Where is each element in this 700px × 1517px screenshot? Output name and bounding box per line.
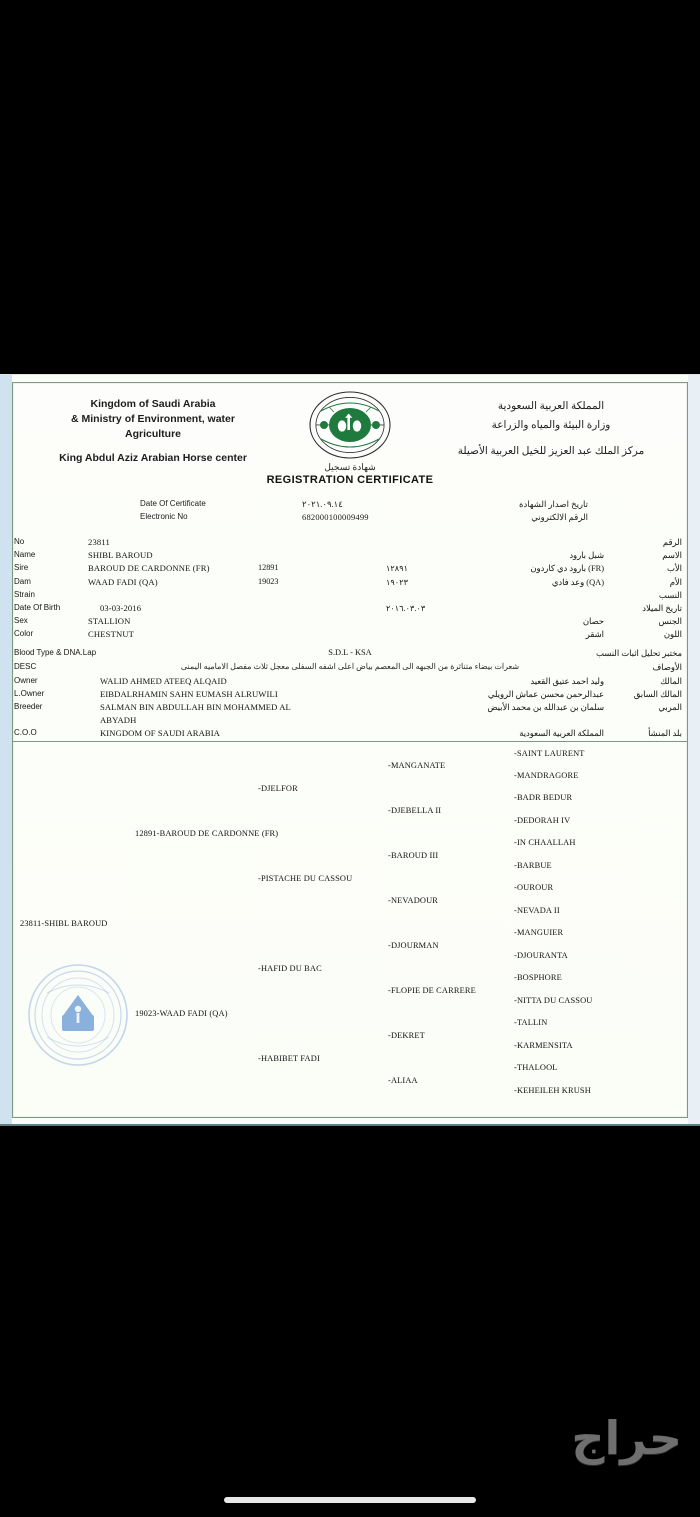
meta-label-eno-en: Electronic No [140, 512, 188, 521]
header-en-line-3: Agriculture [124, 428, 181, 440]
header-ar-line-3: مركز الملك عبد العزيز للخيل العربية الأصيلة [457, 446, 645, 457]
table-row-blood-type [0, 648, 700, 662]
row-value-en: SHIBL BAROUD [88, 550, 153, 561]
table-row-owner [0, 676, 700, 689]
pedigree-gen3-item: -DJELFOR [258, 784, 298, 793]
pedigree-gen5-item: -DJOURANTA [514, 951, 568, 960]
row-label-en: Strain [14, 589, 35, 599]
meta-row-date [0, 499, 700, 512]
row-number-ar: ١٩٠٢٣ [386, 577, 408, 587]
last-owner-label-ar: المالك السابق [633, 689, 682, 699]
pedigree-sire: 12891-BAROUD DE CARDONNE (FR) [135, 829, 279, 838]
row-value-en: 23811 [88, 537, 110, 547]
owner-label-en: Owner [14, 675, 38, 685]
header-en-line-4: King Abdul Aziz Arabian Horse center [59, 452, 247, 464]
row-label-ar: الرقم [662, 538, 682, 547]
row-label-ar: الأب [667, 564, 682, 574]
row-label-ar: تاريخ الميلاد [642, 603, 682, 613]
row-label-ar: الاسم [662, 551, 682, 561]
pedigree-gen3-item: -PISTACHE DU CASSOU [258, 874, 353, 883]
meta-label-date-ar: تاريخ اصدار الشهادة [519, 499, 588, 509]
blood-type-label-en: Blood Type & DNA.Lap [14, 647, 97, 657]
row-label-ar: النسب [658, 590, 682, 600]
certificate-title [200, 461, 500, 487]
table-row [0, 616, 700, 629]
coo-value-ar: المملكة العربية السعودية [519, 729, 604, 739]
row-number-ar: ٢٠١٦.٠٣.٠٣ [386, 603, 426, 613]
meta-label-eno-ar: الرقم الالكتروني [531, 512, 588, 522]
pedigree-gen5-item: -KEHEILEH KRUSH [514, 1086, 591, 1095]
certificate-title-english: REGISTRATION CERTIFICATE [266, 474, 434, 486]
pedigree-gen3-item: -HABIBET FADI [258, 1054, 320, 1063]
meta-value-date: ٢٠٢١.٠٩.١٤ [302, 499, 343, 509]
row-value-ar: حصان [582, 617, 604, 627]
pedigree-gen4-item: -MANGANATE [388, 761, 446, 770]
certificate-meta [0, 499, 700, 533]
last-owner-value-ar: عبدالرحمن محسن عماش الرويلي [487, 689, 604, 699]
pedigree-subject: 23811-SHIBL BAROUD [20, 919, 108, 928]
pedigree-gen4-item: -ALIAA [388, 1076, 418, 1085]
table-row [0, 550, 700, 563]
row-label-en: Color [14, 629, 34, 639]
row-label-en: Dam [14, 576, 31, 586]
row-value-en: WAAD FADI (QA) [88, 576, 158, 587]
table-row [0, 590, 700, 603]
pedigree-gen5-item: -KARMENSITA [514, 1041, 573, 1050]
row-label-ar: الجنس [658, 617, 682, 627]
table-row [0, 577, 700, 590]
table-row-coo [0, 728, 700, 741]
row-value-ar: اشقر [585, 630, 604, 640]
pedigree-gen4-item: -FLOPIE DE CARRERE [388, 986, 476, 995]
coo-label-en: C.O.O [14, 728, 37, 738]
coo-label-ar: بلد المنشأ [648, 729, 682, 739]
pedigree-gen5-item: -NITTA DU CASSOU [514, 996, 593, 1005]
pedigree-gen4-item: -NEVADOUR [388, 896, 439, 905]
header-en-line-1: Kingdom of Saudi Arabia [90, 398, 216, 410]
row-label-en: No [14, 537, 25, 546]
table-row [0, 563, 700, 576]
pedigree-gen5-item: -IN CHAALLAH [514, 838, 576, 847]
desc-label-ar: الأوصاف [652, 662, 682, 672]
registration-certificate [0, 374, 700, 1126]
pedigree-gen5-item: -BOSPHORE [514, 973, 562, 982]
table-row-breeder [0, 702, 700, 715]
header-ar-line-1: المملكة العربية السعودية [497, 401, 605, 412]
breeder-value-continued: ABYADH [100, 715, 137, 726]
row-value-en: 03-03-2016 [100, 602, 142, 613]
table-row [0, 629, 700, 642]
pedigree-gen4-item: -BAROUD III [388, 851, 439, 860]
pedigree-gen5-item: -MANGUIER [514, 928, 564, 937]
header-english-block [28, 397, 278, 466]
pedigree-gen5-item: -MANDRAGORE [514, 771, 579, 780]
pedigree-dam: 19023-WAAD FADI (QA) [135, 1009, 228, 1018]
pedigree-gen4-item: -DEKRET [388, 1031, 425, 1040]
desc-label-en: DESC [14, 661, 37, 671]
pedigree-gen5-item: -THALOOL [514, 1063, 558, 1072]
row-label-en: Sire [14, 563, 29, 573]
table-row-last-owner [0, 689, 700, 702]
breeder-value-en: SALMAN BIN ABDULLAH BIN MOHAMMED AL [100, 701, 291, 712]
blood-type-value: S.D.L - KSA [328, 647, 372, 657]
row-value-en: STALLION [88, 616, 131, 627]
last-owner-value-en: EIBDALRHAMIN SAHN EUMASH ALRUWILI [100, 688, 278, 699]
owner-value-en: WALID AHMED ATEEQ ALQAID [100, 675, 227, 686]
coo-value-en: KINGDOM OF SAUDI ARABIA [100, 728, 220, 739]
row-label-en: Sex [14, 616, 28, 626]
header-arabic-block [426, 397, 676, 461]
table-row-breeder-cont [0, 715, 700, 728]
pedigree-gen3-item: -HAFID DU BAC [258, 964, 322, 973]
pedigree-gen5-item: -BARBUE [514, 861, 552, 870]
certificate-header [14, 385, 686, 495]
official-blue-seal-icon [27, 963, 129, 1067]
row-value-ar: (QA) وعد فادي [551, 577, 604, 587]
horse-data-table [0, 537, 700, 741]
row-label-ar: اللون [663, 630, 682, 640]
saudi-ministry-emblem-icon [307, 389, 393, 461]
row-number: 12891 [258, 563, 279, 573]
section-divider [13, 741, 687, 742]
pedigree-chart [0, 745, 700, 1124]
pedigree-gen5-item: -OUROUR [514, 883, 554, 892]
pedigree-gen5-item: -BADR BEDUR [514, 793, 573, 802]
header-en-line-2: & Ministry of Environment, water [71, 413, 235, 425]
pedigree-gen5-item: -DEDORAH IV [514, 816, 571, 825]
row-number-ar: ١٢٨٩١ [386, 564, 408, 574]
row-value-ar: (FR) بارود دي كاردون [530, 564, 604, 574]
owner-label-ar: المالك [660, 676, 682, 686]
table-row [0, 603, 700, 616]
row-label-en: Name [14, 550, 36, 560]
breeder-label-en: Breeder [14, 701, 43, 711]
pedigree-gen5-item: -NEVADA II [514, 906, 560, 915]
breeder-value-ar: سلمان بن عبدالله بن محمد الأبيض [487, 702, 604, 712]
row-number: 19023 [258, 576, 279, 586]
row-value-ar: شبل بارود [569, 551, 604, 561]
pedigree-gen4-item: -DJOURMAN [388, 941, 439, 950]
meta-value-eno: 682000100009499 [302, 512, 369, 522]
header-ar-line-2: وزارة البيئة والمياه والزراعة [491, 420, 611, 431]
breeder-label-ar: المربي [658, 702, 682, 712]
blood-type-label-ar: مختبر تحليل اثبات النسب [596, 648, 682, 658]
pedigree-gen5-item: -SAINT LAURENT [514, 749, 585, 758]
haraj-watermark: حراج [571, 1411, 682, 1465]
meta-label-date-en: Date Of Certificate [140, 499, 206, 508]
table-row-desc [0, 662, 700, 676]
row-value-en: BAROUD DE CARDONNE (FR) [88, 563, 210, 574]
row-label-ar: الأم [669, 577, 682, 587]
pedigree-gen4-item: -DJEBELLA II [388, 806, 442, 815]
table-row [0, 537, 700, 550]
row-value-en: CHESTNUT [88, 629, 135, 640]
meta-row-electronic-no [0, 512, 700, 525]
certificate-title-arabic: شهادة تسجيل [324, 462, 376, 472]
pedigree-gen5-item: -TALLIN [514, 1018, 548, 1027]
row-label-en: Date Of Birth [14, 602, 61, 612]
owner-value-ar: وليد احمد عتيق القعيد [530, 676, 604, 686]
home-indicator[interactable] [224, 1497, 476, 1503]
desc-value-ar: شعرات بيضاء متناثرة من الجبهه الى المعصم بياض اعلى اشفه السفلى معجل ثلاث مفصل الاماميه اليمنى [180, 661, 520, 671]
last-owner-label-en: L.Owner [14, 688, 45, 698]
